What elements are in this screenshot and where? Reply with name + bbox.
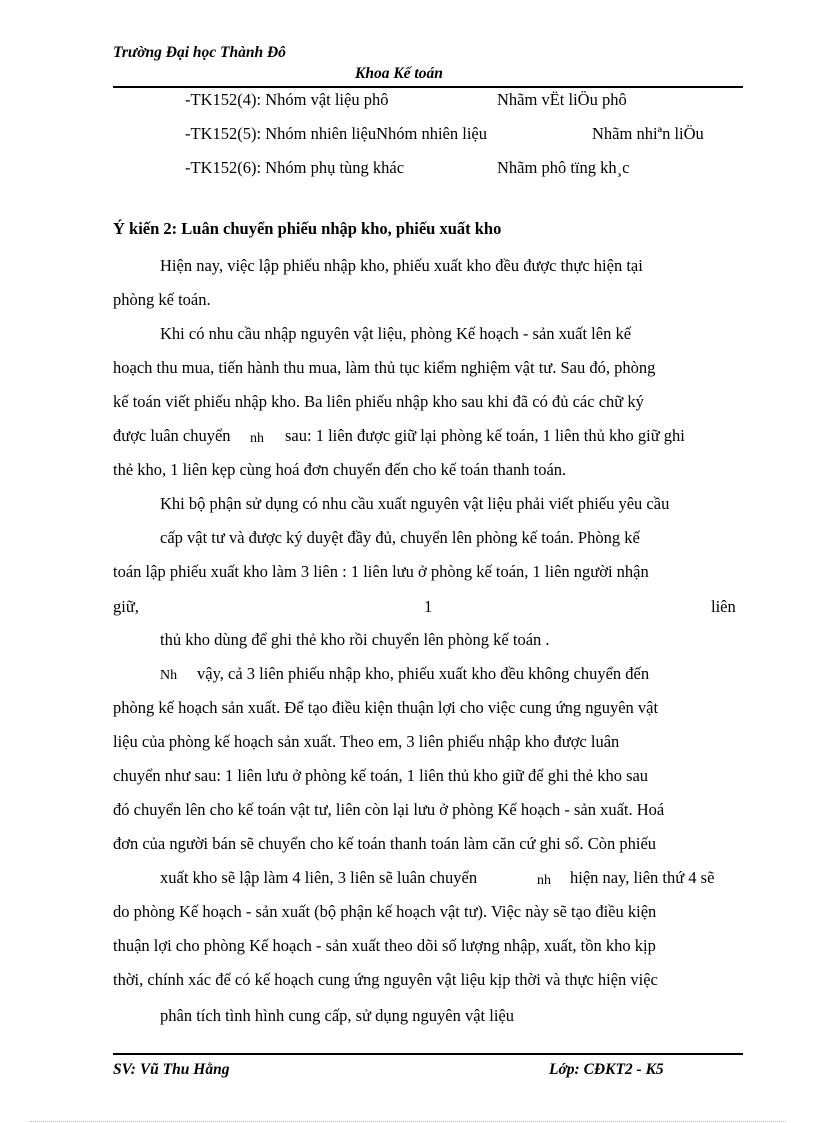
body-line: do phòng Kế hoạch - sản xuất (bộ phận kế hoạch vật tư). Việc này sẽ tạo điều kiện (113, 902, 657, 921)
footer-rule (113, 1053, 743, 1055)
account-code-2: -TK152(5): Nhóm nhiên liệuNhóm nhiên liệu (185, 124, 487, 143)
body-line: kế toán viết phiếu nhập kho. Ba liên phiếu nhập kho sau khi đã có đủ các chữ ký (113, 392, 644, 411)
body-line: thẻ kho, 1 liên kẹp cùng hoá đơn chuyển đến cho kế toán thanh toán. (113, 460, 567, 479)
body-line: vậy, cả 3 liên phiếu nhập kho, phiếu xuất kho đều không chuyển đến (197, 664, 650, 683)
body-line: toán lập phiếu xuất kho làm 3 liên : 1 liên lưu ở phòng kế toán, 1 liên người nhận (113, 562, 649, 581)
header-faculty: Khoa Kế toán (355, 65, 443, 82)
body-line: xuất kho sẽ lập làm 4 liên, 3 liên sẽ luân chuyển (160, 868, 478, 887)
header-school: Trường Đại học Thành Đô (113, 44, 286, 61)
body-fragment: liên (711, 597, 736, 616)
body-line: phòng kế toán. (113, 290, 211, 309)
body-line: liệu của phòng kế hoạch sản xuất. Theo em, 3 liên phiếu nhập kho được luân (113, 732, 620, 751)
body-line: cấp vật tư và được ký duyệt đầy đủ, chuyển lên phòng kế toán. Phòng kế (160, 528, 640, 547)
section-title: Ý kiến 2: Luân chuyển phiếu nhập kho, phiếu xuất kho (113, 219, 502, 238)
account-code-1: -TK152(4): Nhóm vật liệu phô (185, 90, 389, 109)
body-fragment: nh (250, 431, 264, 446)
account-code-3: -TK152(6): Nhóm phụ tùng khác (185, 158, 405, 177)
body-line: Khi có nhu cầu nhập nguyên vật liệu, phòng Kế hoạch - sản xuất lên kế (160, 324, 632, 343)
body-line: đơn của người bán sẽ chuyển cho kế toán thanh toán làm căn cứ ghi sổ. Còn phiếu (113, 834, 657, 853)
page-bottom-dotted-rule (30, 1121, 786, 1122)
body-fragment: 1 (424, 597, 433, 616)
body-line: hiện nay, liên thứ 4 sẽ (570, 868, 715, 887)
body-line: thời, chính xác để có kế hoạch cung ứng nguyên vật liệu kịp thời và thực hiện việc (113, 970, 658, 989)
body-line: phòng kế hoạch sản xuất. Để tạo điều kiện thuận lợi cho việc cung ứng nguyên vật (113, 698, 659, 717)
body-line: được luân chuyển (113, 426, 231, 445)
account-garbled-2: Nhãm nhiªn liÖu (592, 124, 704, 143)
body-fragment: nh (537, 873, 551, 888)
body-line: Hiện nay, việc lập phiếu nhập kho, phiếu xuất kho đều được thực hiện tại (160, 256, 643, 275)
body-fragment: Nh (160, 668, 178, 683)
footer-student: SV: Vũ Thu Hằng (113, 1061, 230, 1078)
body-line: sau: 1 liên được giữ lại phòng kế toán, 1 liên thủ kho giữ ghi (285, 426, 685, 445)
body-line: phân tích tình hình cung cấp, sử dụng nguyên vật liệu (160, 1006, 515, 1025)
body-line: thủ kho dùng để ghi thẻ kho rồi chuyển lên phòng kế toán . (160, 630, 550, 649)
body-line: đó chuyển lên cho kế toán vật tư, liên còn lại lưu ở phòng Kế hoạch - sản xuất. Hoá (113, 800, 665, 819)
header-rule (113, 86, 743, 88)
body-line: chuyển như sau: 1 liên lưu ở phòng kế toán, 1 liên thủ kho giữ để ghi thẻ kho sau (113, 766, 649, 785)
account-garbled-3: Nhãm phô tïng kh¸c (497, 158, 630, 177)
account-garbled-1: Nhãm vËt liÖu phô (497, 90, 627, 109)
body-line: hoạch thu mua, tiến hành thu mua, làm thủ tục kiểm nghiệm vật tư. Sau đó, phòng (113, 358, 656, 377)
body-line: Khi bộ phận sử dụng có nhu cầu xuất nguyên vật liệu phải viết phiếu yêu cầu (160, 494, 670, 513)
body-line: giữ, (113, 597, 139, 616)
footer-class: Lớp: CĐKT2 - K5 (549, 1061, 664, 1078)
body-line: thuận lợi cho phòng Kế hoạch - sản xuất theo dõi số lượng nhập, xuất, tồn kho kịp (113, 936, 656, 955)
